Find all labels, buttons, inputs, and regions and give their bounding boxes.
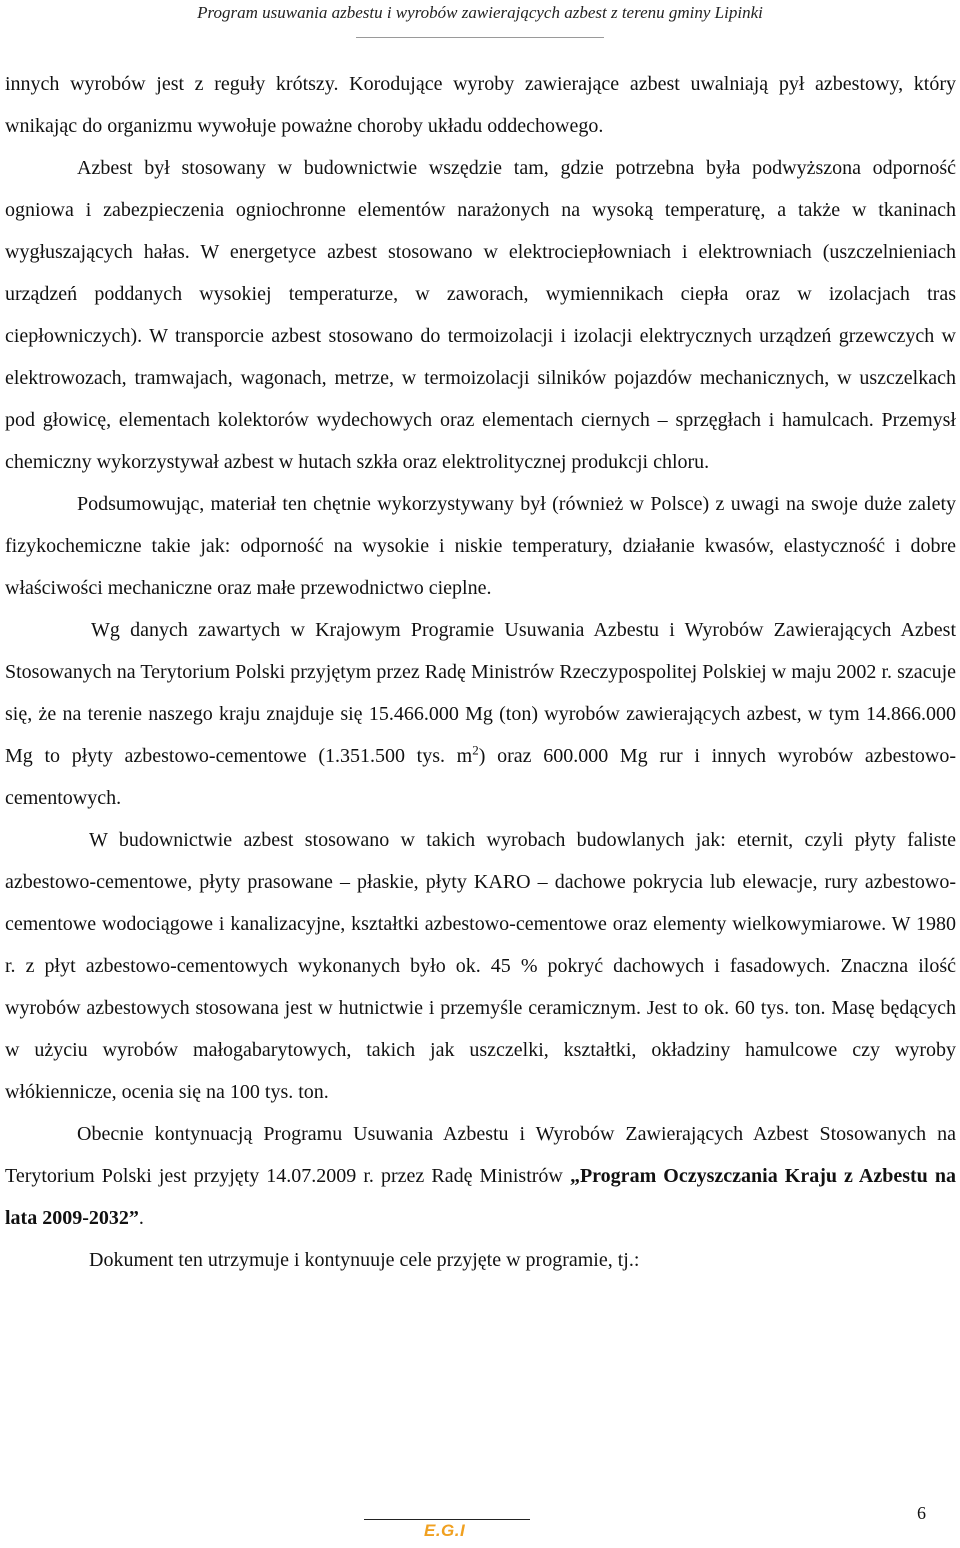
program-text: Obecnie kontynuacją Programu Usuwania Azbestu i Wyrobów Zawierających Azbest Stosowanych na Terytorium Polski jest przyjęty 14.07.2009 r. przez Radę Ministrów: [5, 1123, 956, 1187]
footer-rule: [364, 1519, 530, 1520]
paragraph-summary: Podsumowując, materiał ten chętnie wykorzystywany był (również w Polsce) z uwagi na swoje duże zalety fizykochemiczne takie jak: odporność na wysokie i niskie temperatury, działanie kwasów, elastyczność i dobre właściwości mechaniczne oraz małe przewodnictwo cieplne.: [5, 493, 956, 599]
page-header: [0, 0, 960, 38]
program-text-end: .: [138, 1207, 144, 1229]
document-body: [5, 63, 956, 1281]
paragraph-national-data: [5, 609, 956, 819]
egi-logo: E.G.I: [424, 1521, 466, 1540]
page-number: 6: [917, 1503, 926, 1523]
paragraph-continuation: innych wyrobów jest z reguły krótszy. Korodujące wyroby zawierające azbest uwalniają pył azbestowy, który wnikając do organizmu wywołuje poważne choroby układu oddechowego.: [5, 73, 956, 137]
paragraph-asbestos-uses: Azbest był stosowany w budownictwie wszędzie tam, gdzie potrzebna była podwyższona odporność ogniowa i zabezpieczenia ogniochronne elementów narażonych na wysoką temperaturę, a także w tkaninach wygłuszających hałas. W energetyce azbest stosowano w elektrociepłowniach i elektrowniach (uszczelnieniach urządzeń poddanych wysokiej temperaturze, w zaworach, wymiennikach ciepła oraz w izolacjach tras ciepłowniczych). W transporcie azbest stosowano do termoizolacji i izolacji elektrycznych urządzeń grzewczych w elektrowozach, tramwajach, wagonach, metrze, w termoizolacji silników pojazdów mechanicznych, w uszczelkach pod głowicę, elementach kolektorów wydechowych oraz elementach ciernych – sprzęgłach i hamulcach. Przemysł chemiczny wykorzystywał azbest w hutach szkła oraz elektrolitycznej produkcji chloru.: [5, 157, 956, 473]
national-data-text: Wg danych zawartych w Krajowym Programie Usuwania Azbestu i Wyrobów Zawierających Azbest Stosowanych na Terytorium Polski przyjętym przez Radę Ministrów Rzeczypospolitej Polskiej w maju 2002 r. szacuje się, że na terenie naszego kraju znajduje się 15.466.000 Mg (ton) wyrobów zawierających azbest, w tym 14.866.000 Mg to płyty azbestowo-cementowe (1.351.500 tys. m: [5, 619, 956, 767]
header-title: Program usuwania azbestu i wyrobów zawierających azbest z terenu gminy Lipinki: [197, 3, 763, 22]
paragraph-program-continuation: [5, 1113, 956, 1239]
paragraph-construction: W budownictwie azbest stosowano w takich wyrobach budowlanych jak: eternit, czyli płyty faliste azbestowo-cementowe, płyty prasowane – płaskie, płyty KARO – dachowe pokrycia lub elewacje, rury azbestowo-cementowe wodociągowe i kanalizacyjne, kształtki azbestowo-cementowe oraz elementy wielkowymiarowe. W 1980 r. z płyt azbestowo-cementowych wykonanych było ok. 45 % pokryć dachowych i fasadowych. Znaczna ilość wyrobów azbestowych stosowana jest w hutnictwie i przemyśle ceramicznym. Jest to ok. 60 tys. ton. Masę będących w użyciu wyrobów małogabarytowych, takich jak uszczelki, kształtki, okładziny hamulcowe czy wyroby włókiennicze, ocenia się na 100 tys. ton.: [5, 829, 956, 1103]
header-rule: [356, 37, 604, 38]
national-data-text-end: ) oraz 600.000 Mg rur i innych wyrobów azbestowo-cementowych.: [5, 745, 956, 809]
paragraph-document-goals: Dokument ten utrzymuje i kontynuuje cele przyjęte w programie, tj.:: [89, 1249, 640, 1271]
superscript-2: 2: [472, 742, 479, 758]
program-title: „Program Oczyszczania Kraju z Azbestu na lata 2009-2032”: [5, 1165, 956, 1229]
